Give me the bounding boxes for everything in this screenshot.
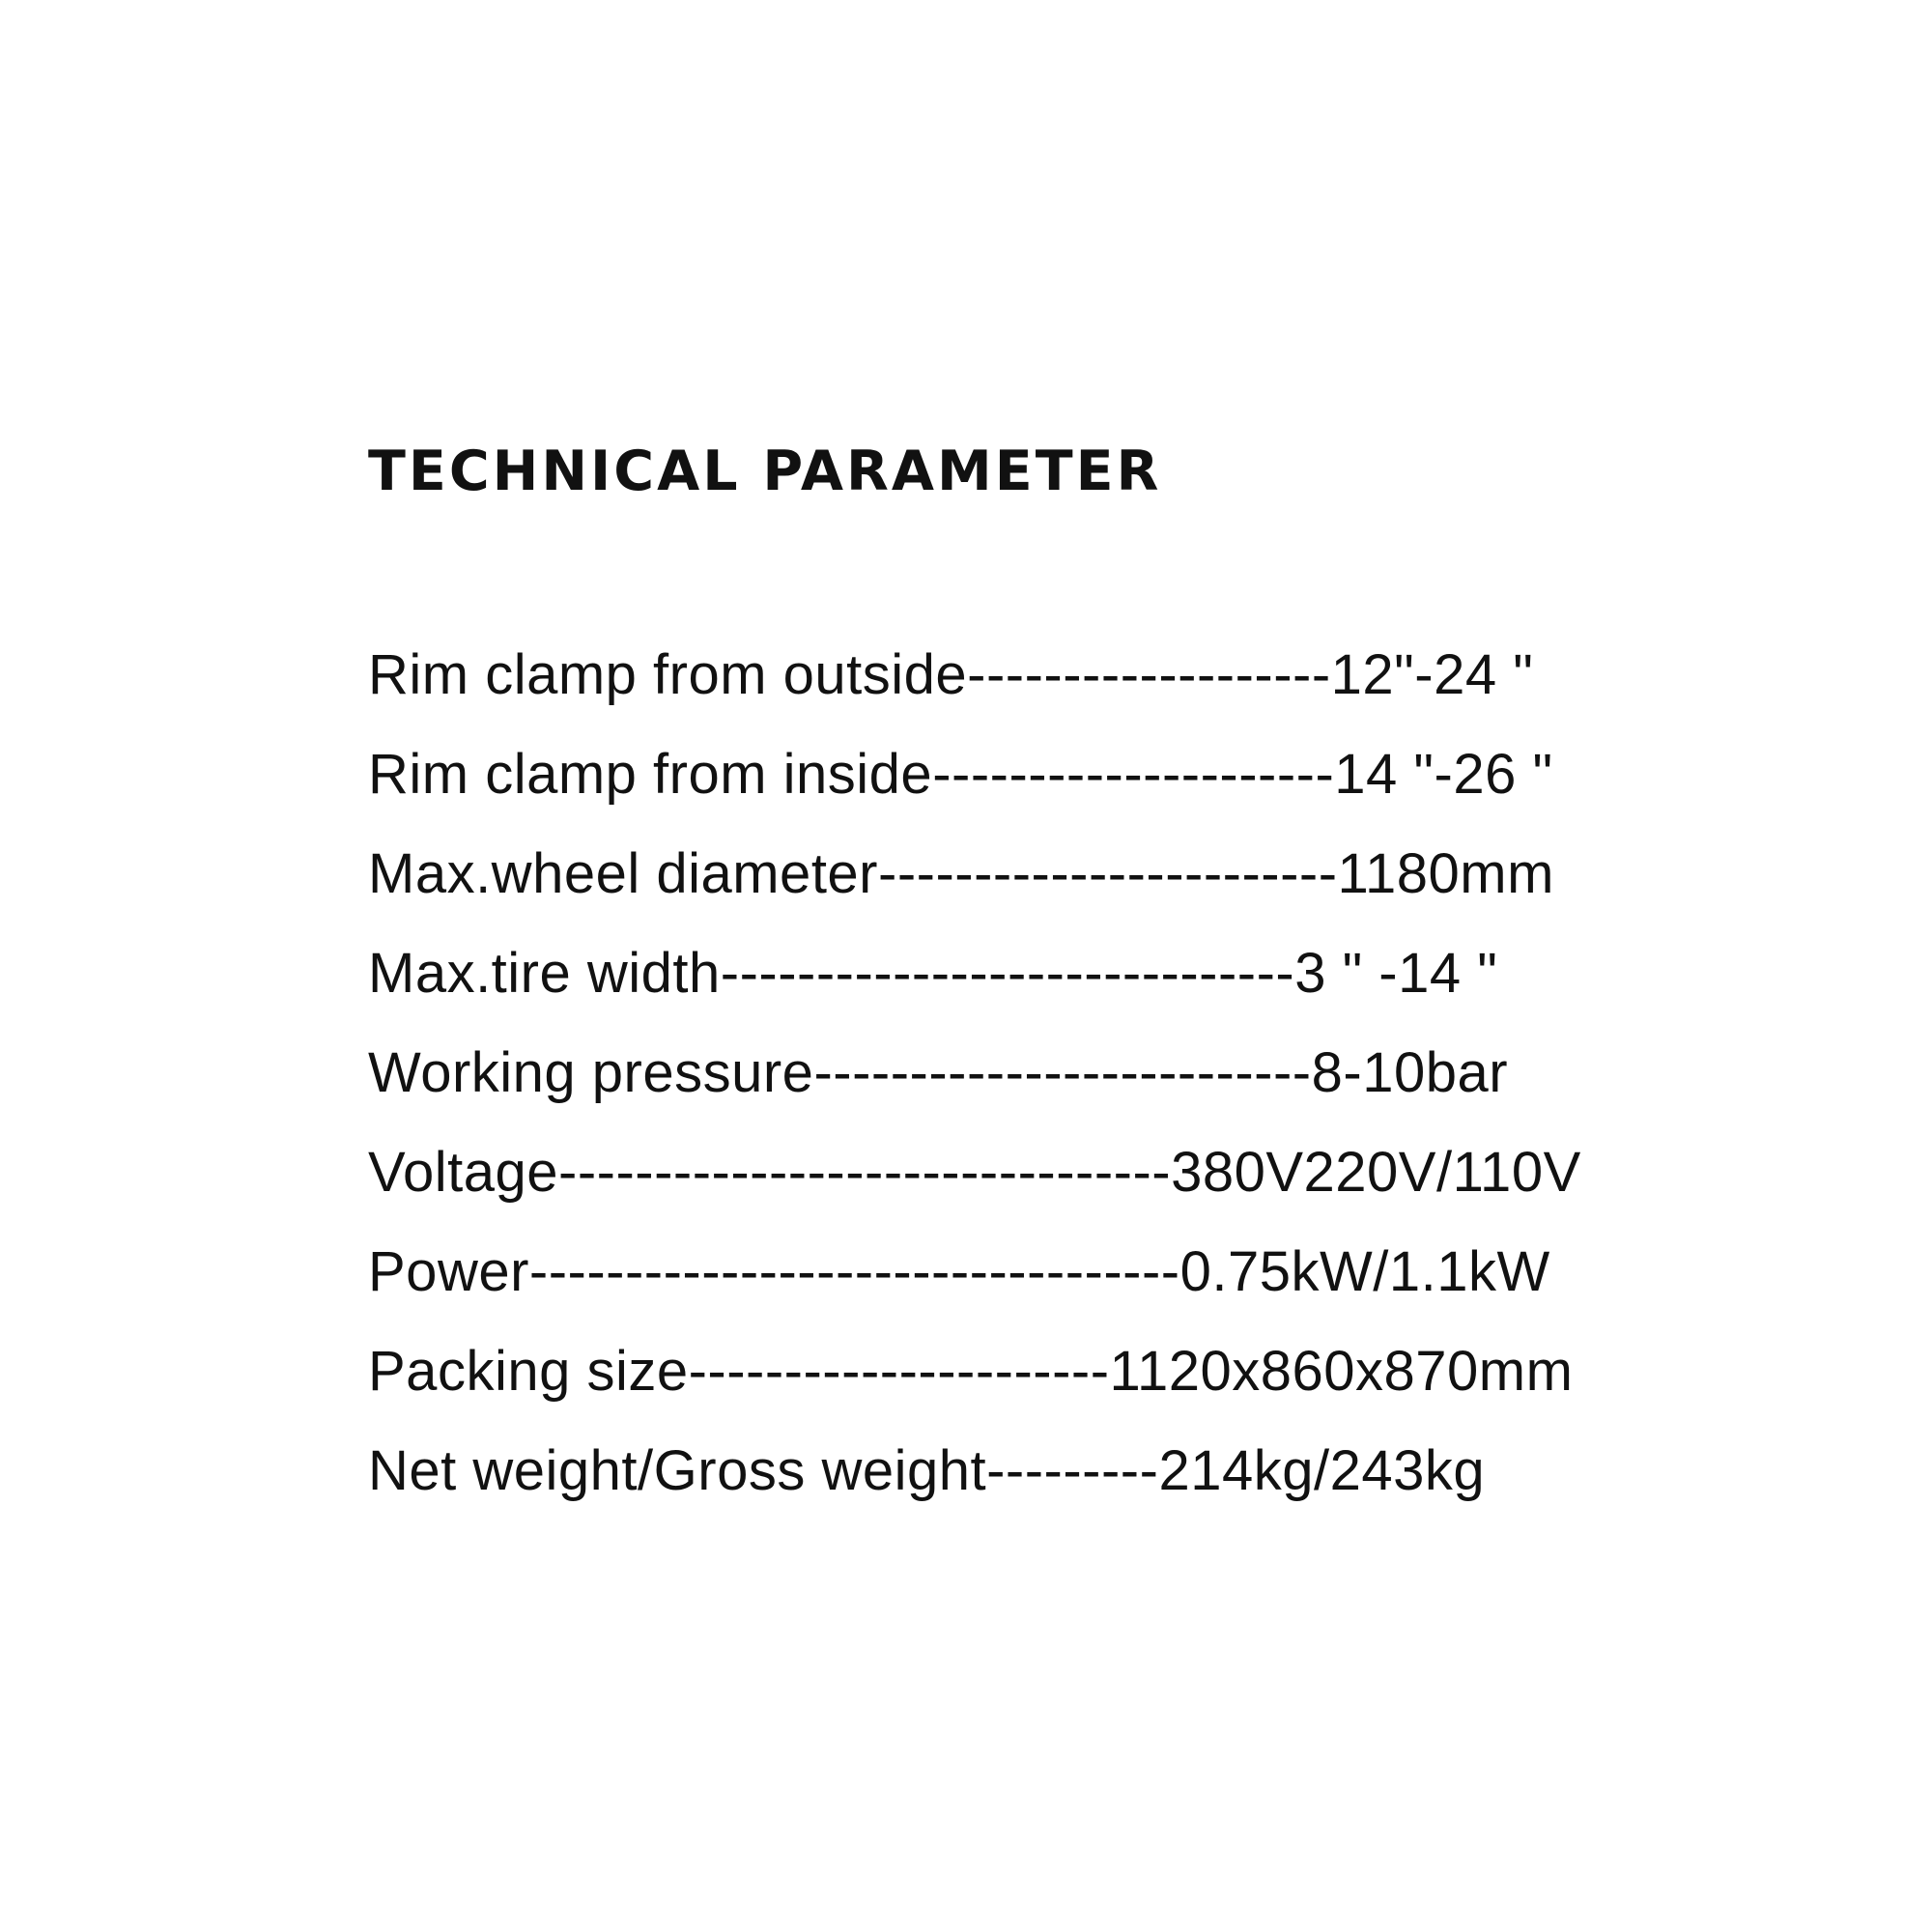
spec-label: Max.wheel diameter: [368, 842, 878, 905]
spec-label: Voltage: [368, 1141, 559, 1204]
spec-value: 12"-24 ": [1330, 643, 1534, 706]
spec-leader: ----------------------------------: [528, 1240, 1180, 1303]
spec-row-rim-clamp-inside: [368, 743, 1553, 806]
spec-label: Power: [368, 1240, 529, 1303]
spec-row-max-wheel-diameter: [368, 842, 1554, 905]
spec-leader: ---------: [986, 1439, 1159, 1502]
spec-row-working-pressure: [368, 1041, 1509, 1104]
spec-value: 214kg/243kg: [1158, 1439, 1486, 1502]
spec-row-packing-size: [368, 1340, 1574, 1403]
spec-label: Max.tire width: [368, 942, 721, 1005]
spec-label: Rim clamp from outside: [368, 643, 968, 706]
spec-label: Working pressure: [368, 1041, 814, 1104]
spec-value: 380V220V/110V: [1171, 1141, 1581, 1204]
spec-value: 8-10bar: [1311, 1041, 1509, 1104]
spec-value: 14 "-26 ": [1334, 743, 1553, 806]
spec-row-power: [368, 1240, 1550, 1303]
spec-leader: ---------------------: [932, 743, 1335, 806]
spec-row-voltage: [368, 1141, 1581, 1204]
spec-value: 1180mm: [1337, 842, 1554, 905]
spec-leader: ------------------------: [878, 842, 1338, 905]
spec-leader: ------------------------------: [720, 942, 1295, 1005]
spec-value: 1120x860x870mm: [1109, 1340, 1574, 1403]
spec-leader: -------------------: [967, 643, 1331, 706]
spec-label: Packing size: [368, 1340, 689, 1403]
spec-row-net-gross-weight: [368, 1439, 1486, 1502]
spec-leader: --------------------------: [813, 1041, 1312, 1104]
spec-value: 3 " -14 ": [1294, 942, 1498, 1005]
spec-label: Net weight/Gross weight: [368, 1439, 987, 1502]
spec-leader: ----------------------: [688, 1340, 1110, 1403]
page-title: TECHNICAL PARAMETER: [368, 440, 1162, 503]
spec-row-rim-clamp-outside: [368, 643, 1534, 706]
spec-leader: --------------------------------: [558, 1141, 1172, 1204]
spec-value: 0.75kW/1.1kW: [1179, 1240, 1550, 1303]
spec-row-max-tire-width: [368, 942, 1498, 1005]
spec-label: Rim clamp from inside: [368, 743, 933, 806]
